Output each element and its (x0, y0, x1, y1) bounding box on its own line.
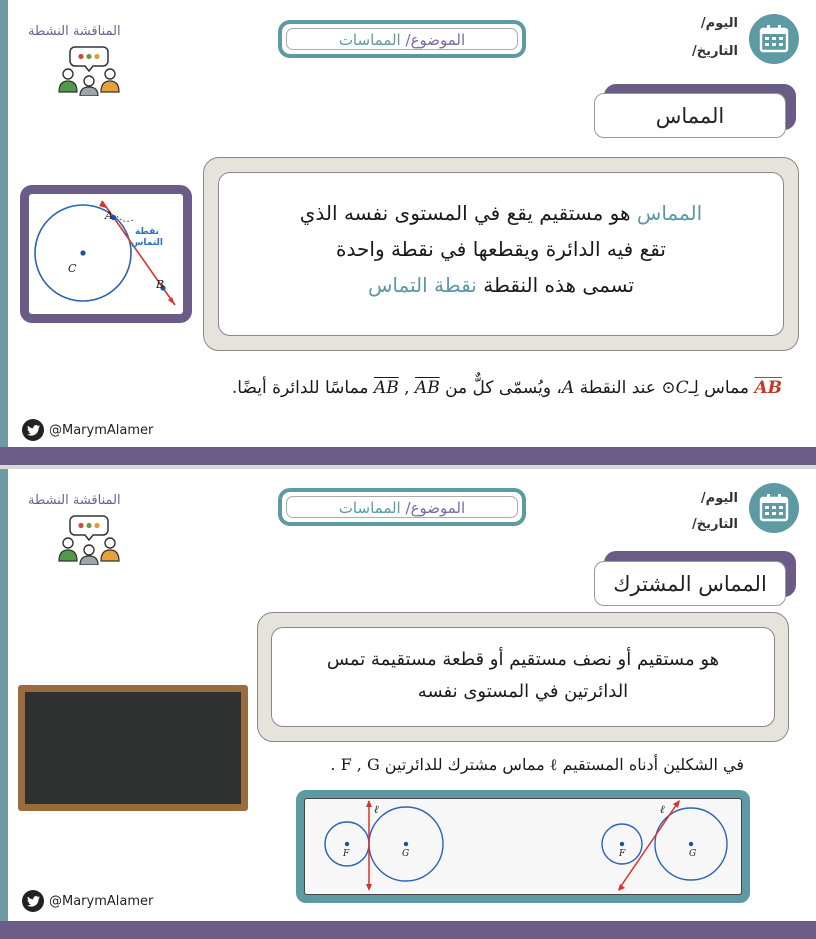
label-g-right: G (689, 849, 697, 859)
callout-text-1: نقطة (134, 227, 160, 237)
label-f-right: F (619, 849, 626, 859)
slide-title: المماس المشترك (594, 561, 786, 606)
definition-line-1: هو مستقيم أو نصف مستقيم أو قطعة مستقيمة تمس (326, 649, 720, 670)
chalkboard-image (18, 685, 248, 811)
day-label: اليوم/ (700, 491, 738, 506)
definition-line-3: تسمى هذه النقطة نقطة التماس (367, 273, 635, 297)
twitter-handle: @MarymAlamer (49, 422, 154, 438)
active-discussion-label: المناقشة النشطة (28, 24, 121, 39)
active-discussion-label: المناقشة النشطة (28, 493, 121, 508)
topic-box (278, 488, 526, 526)
figure-frame (296, 790, 750, 903)
label-g-left: G (402, 849, 410, 859)
twitter-credit (22, 419, 153, 441)
definition-box-outer (203, 157, 799, 351)
slide-common-tangent (0, 469, 816, 939)
definition-line-2: تقع فيه الدائرة ويقطعها في نقطة واحدة (336, 237, 666, 261)
callout-text-2: التماس (131, 238, 163, 248)
left-accent-bar (0, 0, 8, 465)
twitter-handle: @MarymAlamer (49, 893, 154, 909)
line-label-left: ℓ (374, 803, 379, 816)
topic-box (278, 20, 526, 58)
center-point (80, 250, 85, 255)
title-box (594, 84, 796, 140)
discussion-group-icon (56, 44, 122, 96)
title-box (594, 551, 796, 609)
topic-text: الموضوع/ المماسات (338, 499, 466, 517)
footer-bar (0, 447, 816, 465)
figure-frame (20, 185, 192, 323)
calendar-icon (749, 483, 799, 533)
common-tangent-caption: في الشكلين أدناه المستقيم ℓ مماس مشترك للدائرتين F , G . (330, 755, 744, 774)
definition-box (271, 627, 775, 727)
date-label: التاريخ/ (691, 517, 738, 532)
label-c: C (68, 262, 77, 275)
discussion-group-icon (56, 513, 122, 565)
definition-box-outer (257, 612, 789, 742)
slide-tangent (0, 0, 816, 465)
day-label: اليوم/ (700, 16, 738, 31)
twitter-icon (22, 890, 44, 912)
label-b: B (156, 278, 165, 291)
left-accent-bar (0, 469, 8, 939)
twitter-icon (22, 419, 44, 441)
date-label: التاريخ/ (691, 44, 738, 59)
tangent-statement: AB مماس لِـC⊙ عند النقطة A، ويُسمّى كلٌّ من AB , AB مماسًا للدائرة أيضًا. (231, 378, 782, 398)
common-tangent-figure (305, 799, 741, 894)
slide-title: المماس (594, 93, 786, 138)
twitter-credit (22, 890, 153, 912)
definition-line-1: المماس هو مستقيم يقع في المستوى نفسه الذي (299, 201, 703, 225)
calendar-icon (749, 14, 799, 64)
topic-text: الموضوع/ المماسات (338, 31, 466, 49)
label-f-left: F (343, 849, 350, 859)
footer-bar (0, 921, 816, 939)
definition-line-2: الدائرتين في المستوى نفسه (417, 681, 629, 702)
tangent-figure (29, 194, 183, 314)
definition-box (218, 172, 784, 336)
label-a: A (105, 209, 113, 222)
line-label-right: ℓ (660, 803, 665, 816)
